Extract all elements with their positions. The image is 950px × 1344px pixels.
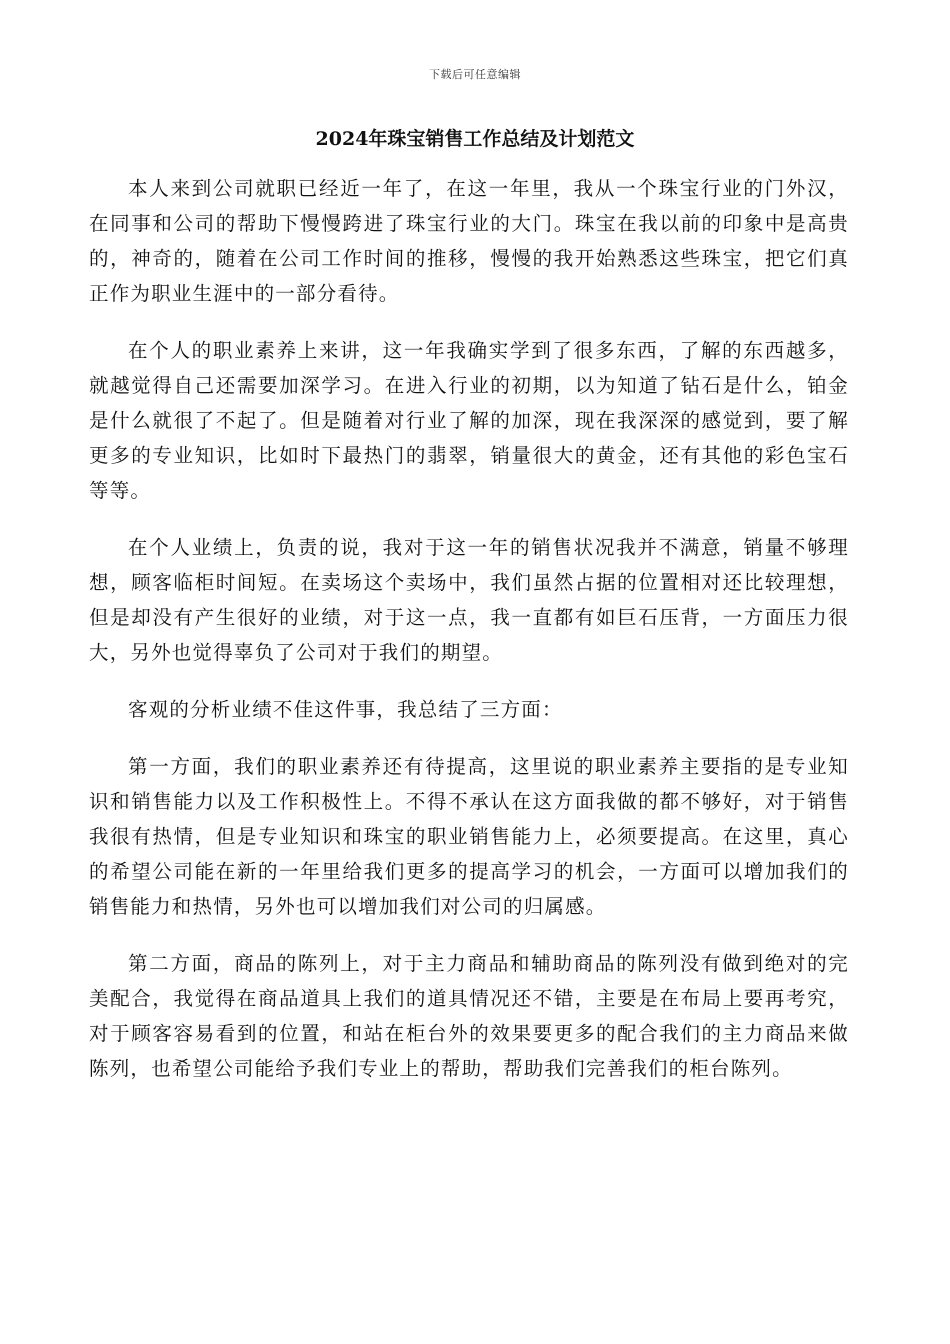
paragraph-analysis-intro: 客观的分析业绩不佳这件事，我总结了三方面： (128, 698, 563, 721)
paragraph-professional-quality: 在个人的职业素养上来讲，这一年我确实学到了很多东西，了解的东西越多，就越觉得自己还需要加深学习。在进入行业的初期，以为知道了钻石是什么，铂金是什么就很了不起了。但是随着对行业了解的加深，现在我深深的感觉到，要了解更多的专业知识，比如时下最热门的翡翠，销量很大的黄金，还有其他的彩色宝石等等。 (89, 339, 849, 502)
paragraph-intro: 本人来到公司就职已经近一年了，在这一年里，我从一个珠宝行业的门外汉，在同事和公司的帮助下慢慢跨进了珠宝行业的大门。珠宝在我以前的印象中是高贵的，神奇的，随着在公司工作时间的推移，慢慢的我开始熟悉这些珠宝，把它们真正作为职业生涯中的一部分看待。 (89, 177, 849, 305)
header-note: 下载后可任意编辑 (429, 68, 521, 81)
document-body (89, 171, 849, 1108)
paragraph-personal-performance: 在个人业绩上，负责的说，我对于这一年的销售状况我并不满意，销量不够理想，顾客临柜时间短。在卖场这个卖场中，我们虽然占据的位置相对还比较理想，但是却没有产生很好的业绩，对于这一点，我一直都有如巨石压背，一方面压力很大，另外也觉得辜负了公司对于我们的期望。 (89, 536, 849, 664)
document-title: 2024年珠宝销售工作总结及计划范文 (315, 128, 635, 150)
paragraph-second-aspect: 第二方面，商品的陈列上，对于主力商品和辅助商品的陈列没有做到绝对的完美配合，我觉得在商品道具上我们的道具情况还不错，主要是在布局上要再考究，对于顾客容易看到的位置，和站在柜台外的效果要更多的配合我们的主力商品来做陈列，也希望公司能给予我们专业上的帮助，帮助我们完善我们的柜台陈列。 (89, 952, 849, 1080)
paragraph-first-aspect: 第一方面，我们的职业素养还有待提高，这里说的职业素养主要指的是专业知识和销售能力以及工作积极性上。不得不承认在这方面我做的都不够好，对于销售我很有热情，但是专业知识和珠宝的职业销售能力上，必须要提高。在这里，真心的希望公司能在新的一年里给我们更多的提高学习的机会，一方面可以增加我们的销售能力和热情，另外也可以增加我们对公司的归属感。 (89, 755, 849, 918)
